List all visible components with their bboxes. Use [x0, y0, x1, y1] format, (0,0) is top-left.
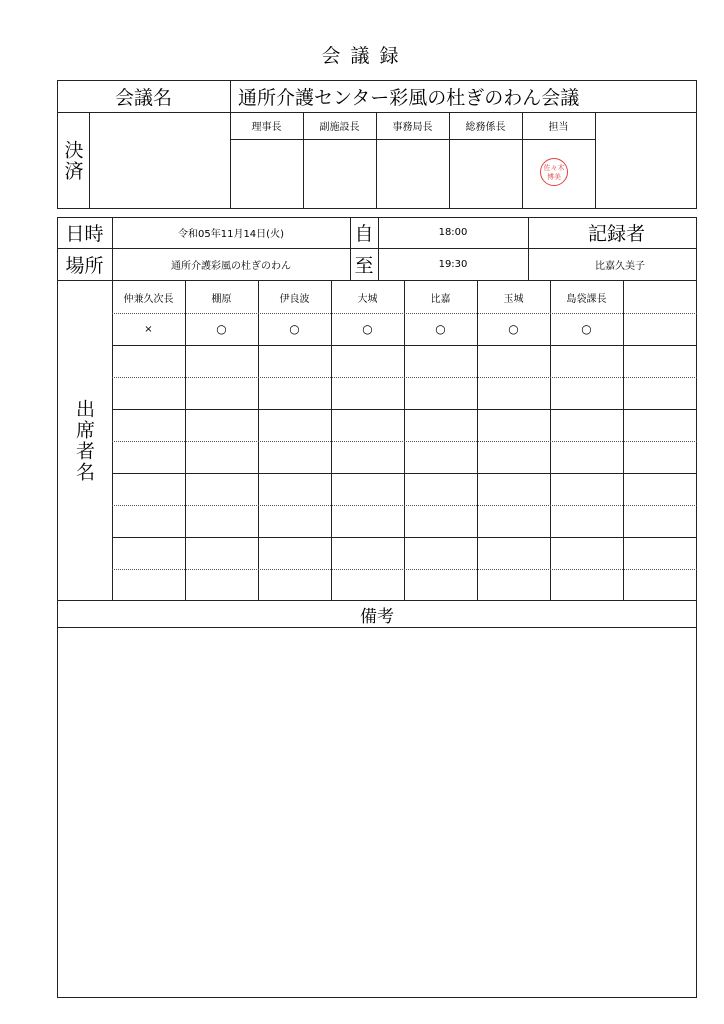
attendee-name: 玉城: [503, 293, 524, 305]
datetime-label: 日時: [65, 223, 104, 245]
recorder-label: 記録者: [587, 223, 645, 245]
meeting-date: 令和05年11月14日(火): [178, 229, 284, 240]
attendance-mark: ×: [144, 323, 153, 335]
attendee-name: 大城: [357, 293, 378, 305]
attendance-mark: ○: [508, 322, 519, 336]
attendee-name: [623, 281, 697, 313]
attendee-name: 棚原: [211, 293, 232, 305]
attendance-mark: [623, 313, 697, 345]
attendee-name: 伊良波: [279, 293, 310, 305]
svg-text:佐々木: 佐々木: [543, 164, 565, 172]
attendee-name: 島袋課長: [566, 293, 607, 305]
recorder-name: 比嘉久美子: [595, 261, 645, 272]
remarks-label: 備考: [360, 607, 394, 627]
remarks-area[interactable]: [57, 627, 697, 998]
attendance-mark: ○: [435, 322, 446, 336]
approval-role-chairman: 理事長: [251, 122, 282, 133]
attendee-name: 仲兼久次長: [123, 293, 174, 305]
attendance-mark: ○: [362, 322, 373, 336]
attendee-name: 比嘉: [430, 293, 451, 305]
meeting-name-label: 会議名: [114, 86, 172, 109]
approval-label: 決済: [61, 139, 84, 182]
approval-role-office-manager: 事務局長: [392, 122, 433, 133]
page-title: 会議録: [321, 44, 409, 67]
end-time: 19:30: [438, 259, 468, 270]
seal-stamp-icon: [539, 157, 569, 187]
to-label: 至: [354, 255, 374, 277]
svg-text:博美: 博美: [547, 173, 561, 181]
start-time: 18:00: [438, 227, 468, 238]
attendance-mark: ○: [216, 322, 227, 336]
attendance-mark: ○: [581, 322, 592, 336]
meeting-name-value: 通所介護センター彩風の杜ぎのわん会議: [238, 86, 580, 109]
meeting-place: 通所介護彩風の杜ぎのわん: [171, 261, 291, 272]
approval-role-general-affairs: 総務係長: [465, 122, 506, 133]
attendance-mark: ○: [289, 322, 300, 336]
attendance-label: 出席者名: [73, 399, 95, 483]
approval-role-deputy-director: 副施設長: [319, 122, 360, 133]
from-label: 自: [354, 223, 374, 245]
place-label: 場所: [65, 255, 104, 277]
approval-role-person-in-charge: 担当: [548, 122, 569, 133]
